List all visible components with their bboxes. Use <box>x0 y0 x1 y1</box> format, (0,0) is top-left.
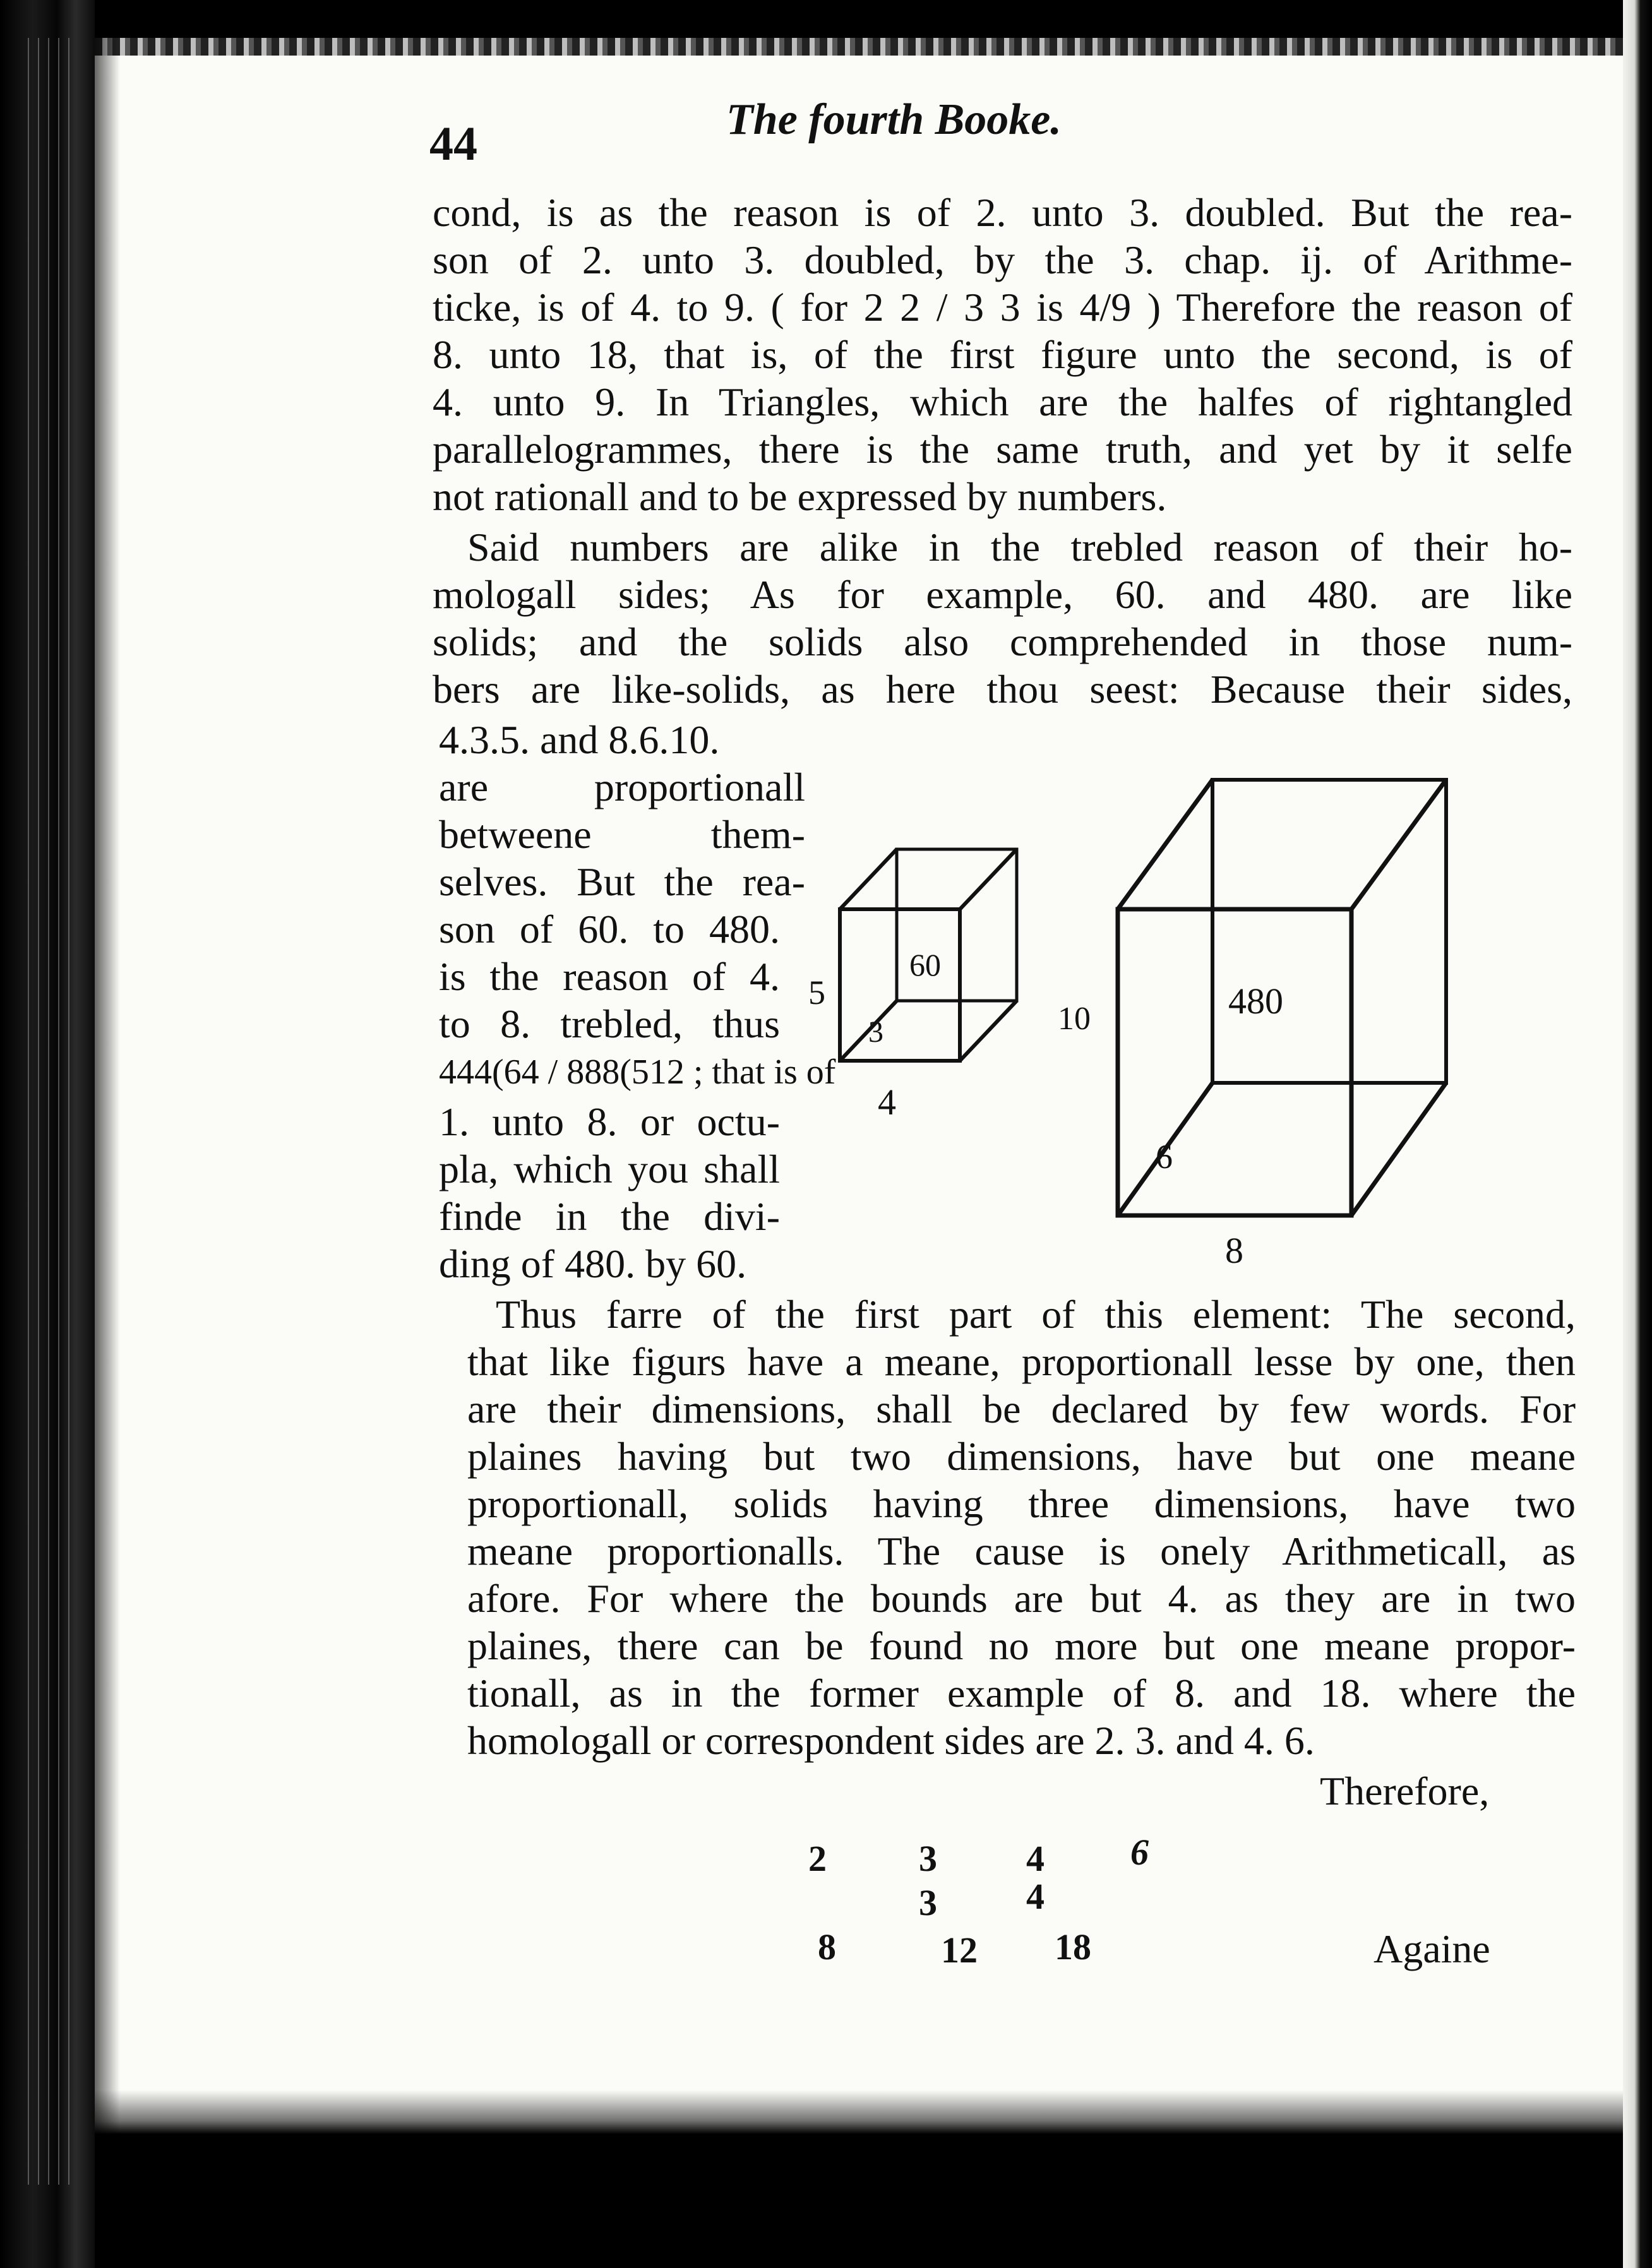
text-line: meane proportionalls. The cause is onely Arithmeticall, as <box>467 1529 1576 1573</box>
large-cube-depth-label: 6 <box>1156 1138 1173 1176</box>
text-line: 4. unto 9. In Triangles, which are the halfes of rightangled <box>433 379 1572 424</box>
text-line: not rationall and to be expressed by numbers. <box>433 474 1167 519</box>
large-cube-volume-label: 480 <box>1228 981 1283 1022</box>
text-line: plaines having but two dimensions, have but one meane <box>467 1434 1576 1479</box>
gutter-shadow <box>95 38 120 2134</box>
number-cell: 18 <box>1055 1926 1091 1967</box>
small-cube-depth-label: 3 <box>868 1015 883 1049</box>
page-right-edge <box>1623 0 1652 2268</box>
text-line: Said numbers are alike in the trebled reason of their ho- <box>467 525 1572 570</box>
number-cell: 12 <box>941 1930 978 1971</box>
text-line: selves. But the rea- <box>439 859 805 904</box>
text-line: ticke, is of 4. to 9. ( for 2 2 / 3 3 is 4/9 ) Therefore the reason of <box>433 285 1572 330</box>
text-line: cond, is as the reason is of 2. unto 3. doubled. But the rea- <box>433 190 1572 235</box>
book-spine <box>0 0 95 2268</box>
text-line: 4.3.5. and 8.6.10. <box>439 717 720 762</box>
number-cell: 8 <box>818 1926 836 1967</box>
text-line: proportionall, solids having three dimensions, have two <box>467 1481 1576 1526</box>
page-number: 44 <box>429 117 477 170</box>
catchword-therefore: Therefore, <box>1320 1769 1490 1813</box>
text-line: is the reason of 4. <box>439 954 780 999</box>
small-cube-height-label: 5 <box>808 974 825 1012</box>
book-page <box>95 38 1623 2134</box>
text-line: betweene them- <box>439 812 805 857</box>
text-line: solids; and the solids also comprehended in those num- <box>433 619 1572 664</box>
page-top-edge <box>95 38 1623 56</box>
text-line: homologall or correspondent sides are 2. 3. and 4. 6. <box>467 1718 1315 1763</box>
text-line: plaines, there can be found no more but one meane propor- <box>467 1623 1576 1668</box>
text-line: son of 60. to 480. <box>439 907 780 952</box>
text-line: tionall, as in the former example of 8. and 18. where the <box>467 1671 1576 1716</box>
text-line: bers are like-solids, as here thou seest: Because their sides, <box>433 667 1572 712</box>
text-line: are their dimensions, shall be declared by few words. For <box>467 1387 1576 1431</box>
number-cell: 3 <box>919 1882 937 1923</box>
number-cell: 4 <box>1026 1838 1044 1879</box>
running-title: The fourth Booke. <box>726 95 1062 144</box>
text-line: mologall sides; As for example, 60. and 480. are like <box>433 572 1572 617</box>
text-line: parallelogrammes, there is the same truth, and yet by it selfe <box>433 427 1572 472</box>
text-line: Thus farre of the first part of this element: The second, <box>496 1292 1576 1337</box>
number-cell: 6 <box>1130 1832 1149 1873</box>
text-line: 8. unto 18, that is, of the first figure unto the second, is of <box>433 332 1572 377</box>
catchword-againe: Againe <box>1374 1926 1490 1971</box>
text-line: 1. unto 8. or octu- <box>439 1099 780 1144</box>
text-line: 444(64 / 888(512 ; that is of <box>439 1053 836 1092</box>
number-cell: 4 <box>1026 1876 1044 1917</box>
text-line: to 8. trebled, thus <box>439 1001 780 1046</box>
small-cube-width-label: 4 <box>878 1082 896 1123</box>
large-cube-height-label: 10 <box>1058 1001 1091 1037</box>
number-cell: 2 <box>808 1838 827 1879</box>
cubes-figure <box>789 720 1610 1288</box>
text-line: son of 2. unto 3. doubled, by the 3. chap. ij. of Arithme- <box>433 237 1572 282</box>
large-cube-width-label: 8 <box>1225 1230 1243 1271</box>
small-cube-volume-label: 60 <box>909 947 941 982</box>
text-line: pla, which you shall <box>439 1147 780 1191</box>
text-line: afore. For where the bounds are but 4. as they are in two <box>467 1576 1576 1621</box>
text-line: ding of 480. by 60. <box>439 1241 747 1286</box>
text-line: are proportionall <box>439 765 805 809</box>
number-cell: 3 <box>919 1838 937 1879</box>
text-line: that like figurs have a meane, proportionall lesse by one, then <box>467 1339 1576 1384</box>
page-bottom-edge <box>95 2090 1623 2134</box>
spine-page-edges <box>19 38 76 2185</box>
text-line: finde in the divi- <box>439 1194 780 1239</box>
